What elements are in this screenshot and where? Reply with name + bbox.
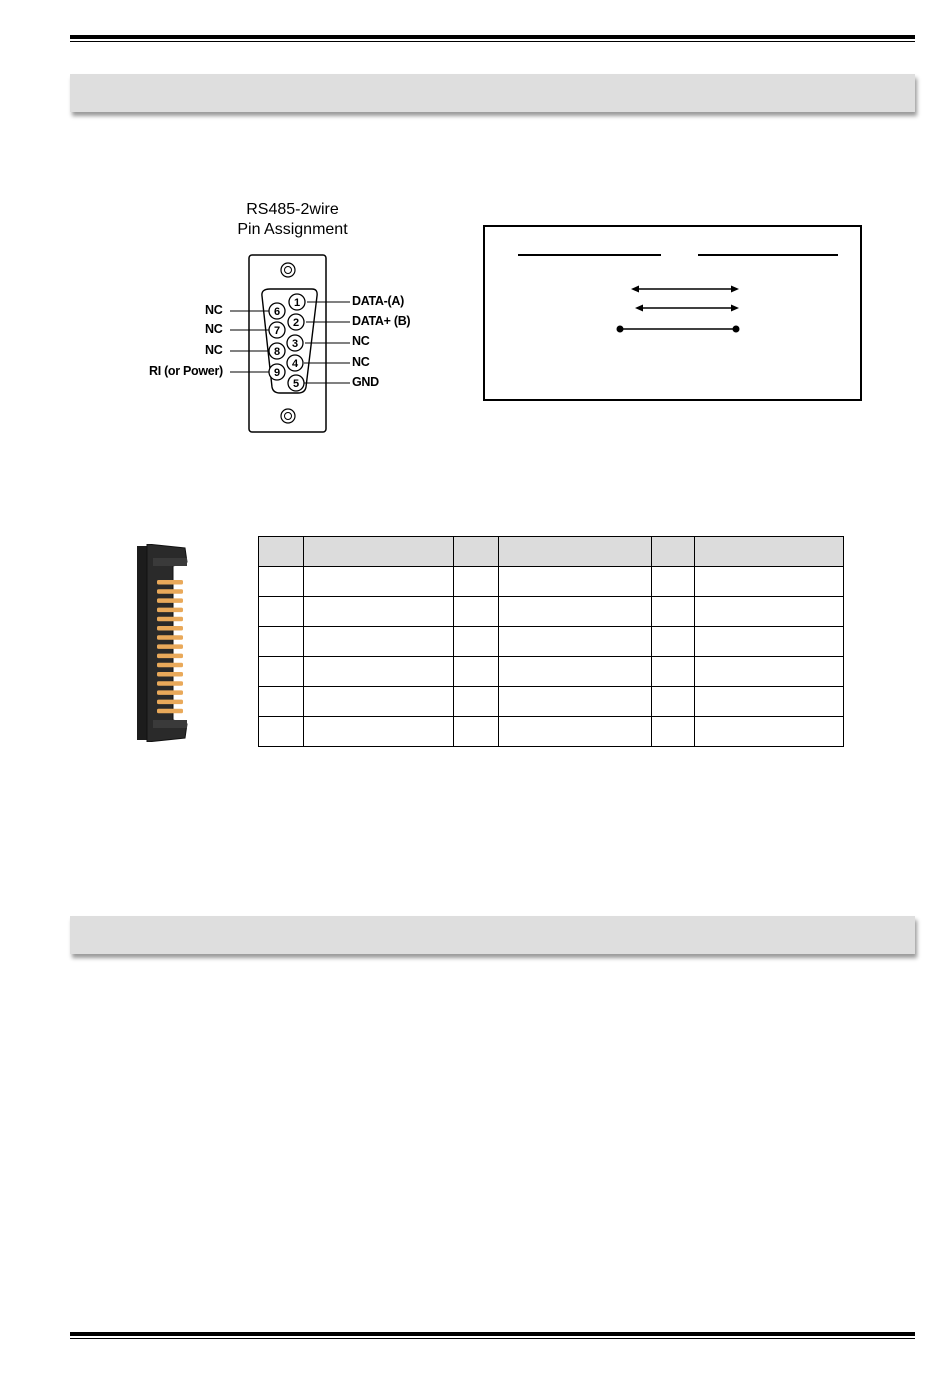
table-cell (259, 627, 304, 657)
gold-contact-pin (157, 589, 183, 594)
table-cell (499, 657, 652, 687)
connection-ground-line (617, 326, 740, 333)
table-cell (304, 717, 454, 747)
gold-contact-pin (157, 608, 183, 613)
table-cell (695, 657, 844, 687)
table-cell (499, 597, 652, 627)
table-cell (499, 567, 652, 597)
svg-text:2: 2 (292, 317, 300, 329)
pin-7-label: NC (205, 322, 223, 336)
header-cell (499, 537, 652, 567)
gold-contact-pin (157, 700, 183, 705)
table-cell (499, 717, 652, 747)
gold-contact-pin (157, 635, 183, 640)
pin-2-label: DATA+ (B) (352, 314, 411, 328)
table-cell (454, 717, 499, 747)
header-rule (70, 35, 915, 39)
table-cell (454, 627, 499, 657)
gold-contact-pin (157, 654, 183, 659)
table-cell (304, 657, 454, 687)
svg-text:3: 3 (291, 338, 299, 350)
table-row (259, 717, 844, 747)
connector-image (137, 544, 192, 742)
svg-text:1: 1 (293, 297, 301, 309)
diagram-title-line2: Pin Assignment (237, 221, 348, 238)
table-cell (652, 717, 695, 747)
pin-4-label: NC (352, 355, 370, 369)
gold-contact-pin (157, 626, 183, 631)
svg-text:5: 5 (292, 378, 300, 390)
svg-text:6: 6 (273, 306, 281, 318)
table-cell (695, 717, 844, 747)
pin-assignment-table (258, 536, 844, 747)
pin-3-label: NC (352, 334, 370, 348)
pin-5-label: GND (352, 375, 379, 389)
gold-contact-pin (157, 598, 183, 603)
gold-contact-pin (157, 663, 183, 668)
table-cell (652, 627, 695, 657)
table-row (259, 687, 844, 717)
table-cell (499, 687, 652, 717)
table-cell (454, 567, 499, 597)
table-cell (454, 687, 499, 717)
section-heading-bar-2 (70, 916, 915, 954)
connection-arrow-2 (635, 305, 739, 312)
footer-rule (70, 1332, 915, 1336)
svg-text:4: 4 (291, 358, 299, 370)
table-header-row (259, 537, 844, 567)
diagram-title-line1: RS485-2wire (246, 201, 339, 218)
header-cell (695, 537, 844, 567)
table-cell (652, 597, 695, 627)
table-row (259, 657, 844, 687)
table-cell (499, 627, 652, 657)
table-cell (259, 657, 304, 687)
table-cell (695, 567, 844, 597)
gold-contact-pin (157, 672, 183, 677)
wiring-connection-box (483, 225, 862, 401)
table-cell (259, 597, 304, 627)
gold-contact-pin (157, 617, 183, 622)
table-cell (304, 627, 454, 657)
gold-contacts (157, 580, 183, 713)
header-cell (454, 537, 499, 567)
gold-contact-pin (157, 709, 183, 714)
pin-6-label: NC (205, 303, 223, 317)
table-cell (304, 597, 454, 627)
header-cell (304, 537, 454, 567)
table-cell (304, 567, 454, 597)
pin-9-label: RI (or Power) (149, 364, 223, 378)
gold-contact-pin (157, 690, 183, 695)
header-cell (652, 537, 695, 567)
table-cell (259, 687, 304, 717)
table-row (259, 567, 844, 597)
wiring-lines (483, 225, 862, 401)
table-cell (695, 627, 844, 657)
table-cell (454, 597, 499, 627)
table-row (259, 597, 844, 627)
table-cell (259, 567, 304, 597)
gold-contact-pin (157, 644, 183, 649)
footer-rule-thin (70, 1338, 915, 1339)
svg-text:7: 7 (273, 325, 281, 337)
svg-text:9: 9 (273, 367, 281, 379)
table-cell (652, 657, 695, 687)
gold-contact-pin (157, 681, 183, 686)
connection-arrow-1 (631, 286, 739, 293)
gold-contact-pin (157, 580, 183, 585)
table-cell (695, 687, 844, 717)
db9-pin-assignment-diagram (140, 195, 440, 440)
table-row (259, 627, 844, 657)
header-rule-thin (70, 41, 915, 42)
svg-text:8: 8 (273, 346, 281, 358)
pin-8-label: NC (205, 343, 223, 357)
table-cell (454, 657, 499, 687)
header-cell (259, 537, 304, 567)
edge-connector-drawing (137, 544, 192, 742)
table-cell (304, 687, 454, 717)
table-cell (652, 687, 695, 717)
section-heading-bar (70, 74, 915, 112)
table-cell (695, 597, 844, 627)
pin-1-label: DATA-(A) (352, 294, 404, 308)
table-cell (259, 717, 304, 747)
table-cell (652, 567, 695, 597)
